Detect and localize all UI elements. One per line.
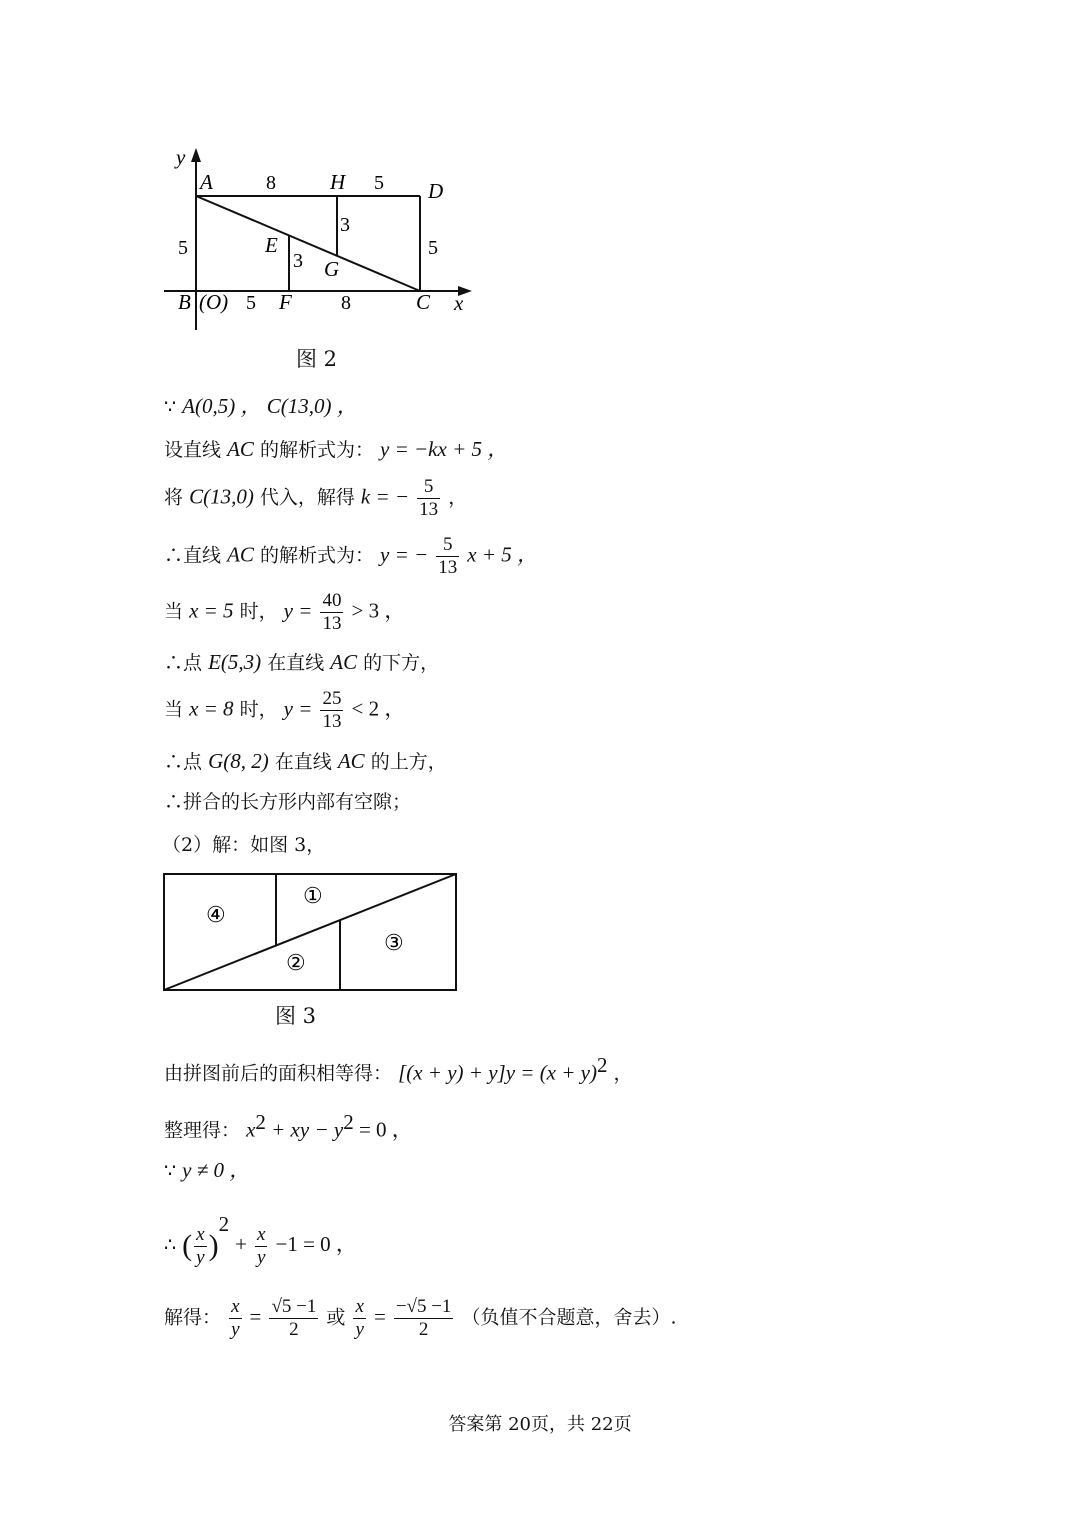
math: x [246,1117,256,1142]
math: y = [283,598,313,623]
region-1-label: ① [303,883,323,908]
label-point-d: D [428,179,444,203]
text: 代入，解得 [259,486,355,509]
figure-3-diagram [162,872,460,994]
text: 的解析式为： [259,544,374,567]
label-point-g: G [324,257,340,281]
fraction [229,1296,241,1341]
math: −1 = 0 ， [275,1232,357,1256]
label-point-h: H [330,170,346,194]
math: y = [283,696,313,721]
line-area-equal [164,1053,633,1085]
text: 或 [326,1306,346,1329]
diagonal-ac [196,196,420,291]
line-ac-equation [164,534,538,579]
fraction [194,1224,206,1269]
math: E(5,3) [208,650,262,674]
math: y = − [380,542,429,567]
math-ac: AC [227,437,254,461]
text: 在直线 [267,652,325,674]
line-solution [164,1296,677,1341]
exponent: 2 [218,1212,230,1236]
label-origin-o: (O) [199,290,229,314]
line-x8 [164,688,405,733]
numerator: x [196,1223,205,1245]
label-point-f: F [279,290,292,314]
math: < 2 ， [351,696,406,721]
line-simplify [164,1110,413,1142]
denominator: y [196,1246,205,1268]
math-ac: AC [337,749,365,773]
fraction [320,688,343,733]
numerator: x [257,1223,266,1245]
numerator: −√5 −1 [395,1296,452,1317]
text: ∴直线 [164,544,222,567]
length-bf: 5 [246,292,256,314]
math: x = 8 [189,696,234,721]
denominator: 13 [438,557,458,578]
fraction [417,476,440,521]
math: [(x + y) + y]y = (x + y) [398,1060,597,1085]
text: 解得： [164,1306,222,1329]
length-dc: 5 [428,237,438,259]
math: y ≠ 0 ， [182,1158,251,1182]
denominator: y [355,1319,364,1340]
punct: ， [448,486,468,509]
region-3-label: ③ [384,930,404,955]
math-points: A(0,5) ， C(13,0) ， [182,394,358,418]
text: 由拼图前后的面积相等得： [164,1062,393,1085]
fraction [255,1224,267,1269]
numerator: √5 −1 [271,1296,317,1317]
region-4-label: ④ [206,902,226,927]
denominator: 13 [419,499,439,520]
region-2-label: ② [286,950,306,975]
because-symbol: ∵ [164,396,177,418]
fraction [394,1296,454,1341]
label-point-e: E [265,233,278,257]
text: 的解析式为： [259,439,374,461]
line-x5 [164,590,405,635]
numerator: x [231,1296,240,1317]
fraction [269,1296,318,1341]
math: + [235,1232,247,1256]
text: 设直线 [164,439,222,461]
math-k: k = − [360,484,410,509]
line-conclusion-gap: ∴拼合的长方形内部有空隙； [164,791,412,813]
line-set-line-ac [164,437,508,462]
punct: ， [613,1062,633,1085]
denominator: y [257,1246,266,1268]
denominator: y [231,1319,240,1340]
math: > 3 ， [351,598,406,623]
label-x-axis: x [454,291,464,315]
line-point-e-below [164,650,439,675]
exponent: 2 [597,1053,608,1077]
line-points-ac [164,394,358,419]
page-footer: 答案第 20页，共 22页 [448,1414,632,1435]
label-point-b: B [178,290,191,314]
length-ah: 8 [266,172,276,194]
math-point-c: C(13,0) [189,484,254,509]
text: 时， [239,698,278,721]
label-y-axis: y [176,145,186,169]
therefore-symbol: ∴ [164,1234,177,1256]
length-ab: 5 [178,237,188,259]
text: 在直线 [274,751,332,773]
denominator: 2 [289,1319,299,1340]
because-symbol: ∵ [164,1160,177,1182]
length-hg: 3 [340,214,350,236]
text: 当 [164,698,184,721]
text: 将 [164,486,184,509]
right-paren: ) [208,1229,219,1262]
text: 整理得： [164,1119,241,1142]
text: 的上方， [370,751,447,773]
math: = [373,1304,386,1329]
fraction [353,1296,365,1341]
numerator: 5 [436,534,459,557]
label-point-c: C [416,290,431,314]
length-fc: 8 [341,292,351,314]
text: 的下方， [363,652,440,674]
label-point-a: A [200,170,213,194]
line-substitute-c [164,476,467,521]
math: x + 5 ， [467,542,539,567]
denominator: 13 [322,613,342,634]
denominator: 13 [322,711,342,732]
line-part2-heading: （2）解：如图 3， [162,834,326,856]
length-hd: 5 [374,172,384,194]
denominator: 2 [418,1319,429,1340]
math: G(8, 2) [208,749,269,773]
line-y-nonzero [164,1158,250,1183]
figure-2-diagram [150,140,490,340]
y-axis-arrow [191,148,201,162]
math-expression: y = −kx + 5 ， [380,437,509,461]
line-point-g-above [164,749,447,774]
exponent: 2 [343,1110,354,1134]
math: + xy − y [265,1117,344,1142]
figure-3-caption: 图 3 [275,1004,317,1028]
line-ratio-equation [164,1212,357,1269]
figure-2-caption: 图 2 [296,347,338,371]
text: ∴点 [164,652,203,674]
numerator: 40 [322,590,342,611]
math: = 0 ， [353,1117,413,1142]
left-paren: ( [182,1229,193,1262]
math: x = 5 [189,598,234,623]
math-ac: AC [227,542,254,567]
fraction [320,590,343,635]
text: （负值不合题意，舍去）. [461,1306,677,1329]
length-ef: 3 [293,250,303,272]
math-ac: AC [330,650,358,674]
text: ∴点 [164,751,203,773]
numerator: 5 [417,476,440,499]
text: 时， [239,600,278,623]
math: = [249,1304,262,1329]
text: 当 [164,600,184,623]
numerator: 25 [322,688,342,709]
numerator: x [355,1296,364,1317]
exponent: 2 [255,1110,266,1134]
fraction [436,534,459,579]
